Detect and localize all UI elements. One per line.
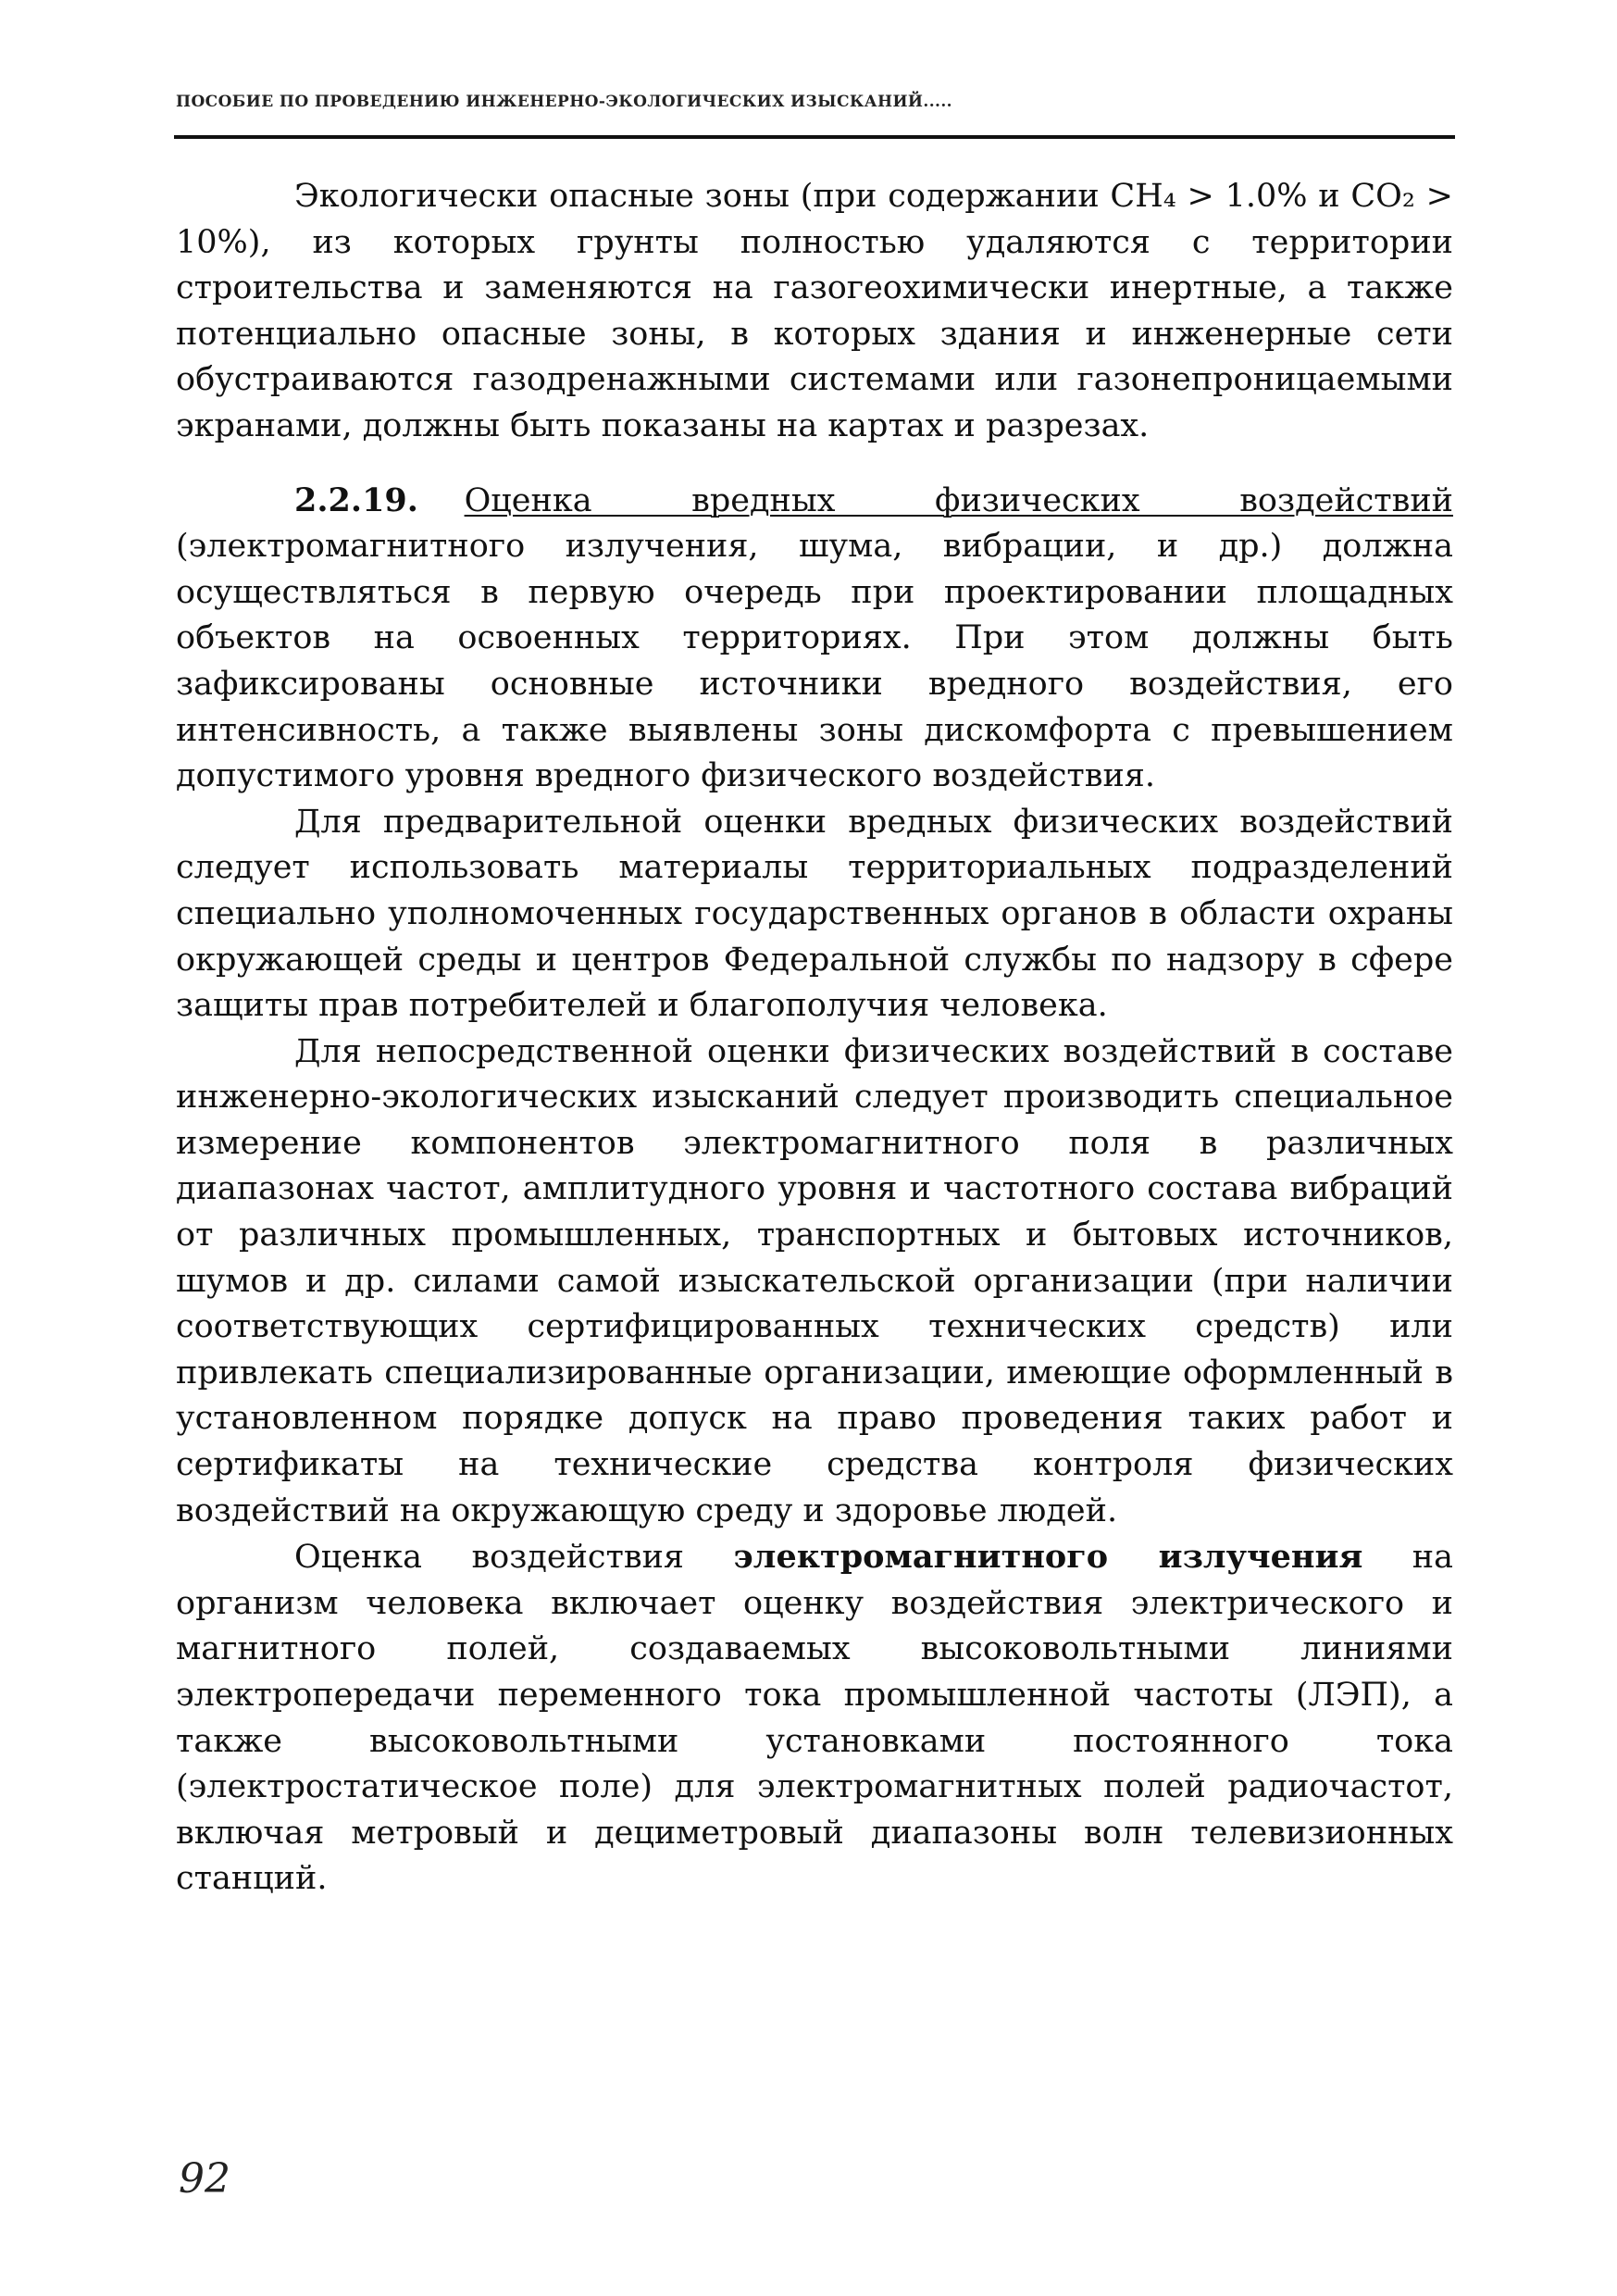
running-header: ПОСОБИЕ ПО ПРОВЕДЕНИЮ ИНЖЕНЕРНО-ЭКОЛОГИЧЕСКИХ ИЗЫСКАНИЙ..... [176,93,952,111]
paragraph-electromagnetic [176,1534,1453,1903]
page-number: 92 [179,2155,230,2202]
paragraph-direct-assessment: Для непосредственной оценки физических воздействий в составе инженерно-экологических изысканий следует производить специальное измерение компонентов электромагнитного поля в различных диапазонах частот, амплитудного уровня и частотного состава вибраций от различных промышленных, транспортных и бытовых источников, шумов и др. силами самой изыскательской организации (при наличии соответствующих сертифицированных технических средств) или привлекать специализированные организации, имеющие оформленный в установленном порядке допуск на право проведения таких работ и сертификаты на технические средства контроля физических воздействий на окружающую среду и здоровье людей. [176,1032,1453,1529]
paragraph-hazard-zones: Экологически опасные зоны (при содержании СН₄ > 1.0% и СО₂ > 10%), из которых грунты полностью удаляются с территории строительства и заменяются на газогеохимически инертные, а также потенциально опасные зоны, в которых здания и инженерные сети обустраиваются газодренажными системами или газонепроницаемыми экранами, должны быть показаны на картах и разрезах. [176,178,1453,444]
paragraph-electromagnetic-start: Оценка воздействия [294,1539,734,1577]
paragraph-preliminary-assessment: Для предварительной оценки вредных физических воздействий следует использовать материалы территориальных подразделений специально уполномоченных государственных органов в области охраны окружающей среды и центров Федеральной службы по надзору в сфере защиты прав потребителей и благополучия человека. [176,803,1453,1025]
section-text: (электромагнитного излучения, шума, вибрации, и др.) должна осуществляться в первую очередь при проектировании площадных объектов на освоенных территориях. При этом должны быть зафиксированы основные источники вредного воздействия, его интенсивность, а также выявлены зоны дискомфорта с превышением допустимого уровня вредного физического воздействия. [176,528,1453,795]
header-divider [174,135,1455,139]
text-body [176,174,1453,1903]
paragraph-electromagnetic-rest: на организм человека включает оценку воздействия электрического и магнитного полей, создаваемых высоковольтными линиями электропередачи переменного тока промышленной частоты (ЛЭП), а также высоковольтными установками постоянного тока (электростатическое поле) для электромагнитных полей радиочастот, включая метровый и дециметровый диапазоны волн телевизионных станций. [176,1539,1453,1898]
emphasis-electromagnetic-radiation: электромагнитного излучения [733,1538,1363,1577]
paragraph-section-2-2-19 [176,478,1453,800]
section-number: 2.2.19. [294,480,418,519]
section-title: Оценка вредных физических воздействий [464,481,1453,519]
